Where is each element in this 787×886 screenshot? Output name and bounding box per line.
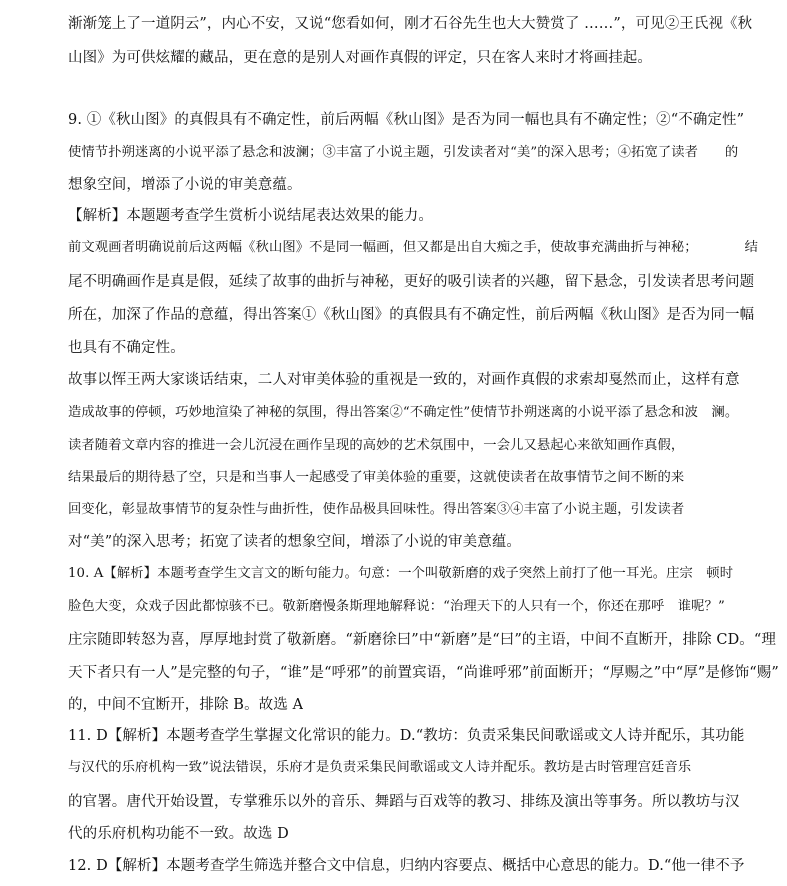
text-line: 山图》为可供炫耀的藏品，更在意的是别人对画作真假的评定，只在客人来时才将画挂起。 xyxy=(68,50,652,66)
answer-9-line: 9. ①《秋山图》的真假具有不确定性，前后两幅《秋山图》是否为同一幅也具有不确定性；②“不确定性” xyxy=(68,112,745,128)
answer-10-line: 10. A【解析】本题考查学生文言文的断句能力。句意：一个叫敬新磨的戏子突然上前打了他一耳光。庄宗 顿时 xyxy=(68,566,734,581)
text-line: 造成故事的停顿，巧妙地渲染了神秘的氛围，得出答案②“不确定性”使情节扑朔迷离的小说平添了悬念和波 澜。 xyxy=(68,405,739,420)
text-line: 的官署。唐代开始设置，专掌雅乐以外的音乐、舞蹈与百戏等的教习、排练及演出等事务。所以教坊与汉 xyxy=(68,794,740,810)
text-line: 脸色大变，众戏子因此都惊骇不已。敬新磨慢条斯理地解释说：“治理天下的人只有一个，你还在那呼 谁呢？” xyxy=(68,599,725,614)
analysis-heading: 【解析】本题题考查学生赏析小说结尾表达效果的能力。 xyxy=(68,208,433,224)
text-line: 与汉代的乐府机构一致”说法错误，乐府才是负责采集民间歌谣或文人诗并配乐。教坊是古时管理宫廷音乐 xyxy=(68,760,692,775)
text-line: 使情节扑朔迷离的小说平添了悬念和波澜；③丰富了小说主题，引发读者对“美”的深入思考；④拓宽了读者 的 xyxy=(68,145,739,160)
text-line: 回变化，彰显故事情节的复杂性与曲折性，使作品极具回味性。得出答案③④丰富了小说主题，引发读者 xyxy=(68,502,685,517)
text-line: 想象空间，增添了小说的审美意蕴。 xyxy=(68,177,302,193)
text-line: 尾不明确画作是真是假，延续了故事的曲折与神秘，更好的吸引读者的兴趣，留下悬念，引发读者思考问题 xyxy=(68,274,755,290)
text-line: 的，中间不宜断开，排除 B。故选 A xyxy=(68,697,304,713)
answer-12-line: 12. D【解析】本题考查学生筛选并整合文中信息，归纳内容要点、概括中心意思的能力。D.“他一律不予 xyxy=(68,858,745,874)
text-line: 庄宗随即转怒为喜，厚厚地封赏了敬新磨。“新磨徐曰”中“新磨”是“曰”的主语，中间不直断开，排除 CD。“理 xyxy=(68,632,777,648)
text-line: 代的乐府机构功能不一致。故选 D xyxy=(68,826,289,842)
text-line: 对“美”的深入思考；拓宽了读者的想象空间，增添了小说的审美意蕴。 xyxy=(68,534,522,550)
text-line: 也具有不确定性。 xyxy=(68,340,185,356)
answer-11-line: 11. D【解析】本题考查学生掌握文化常识的能力。D.“教坊：负责采集民间歌谣或文人诗并配乐，其功能 xyxy=(68,728,745,744)
text-line: 结果最后的期待悬了空，只是和当事人一起感受了审美体验的重要，这就使读者在故事情节之间不断的来 xyxy=(68,470,685,485)
text-line: 渐渐笼上了一道阴云”，内心不安，又说“您看如何，刚才石谷先生也大大赞赏了 ……”，可见②王氏视《秋 xyxy=(68,16,753,32)
text-line: 读者随着文章内容的推进一会儿沉浸在画作呈现的高妙的艺术氛围中，一会儿又悬起心来欲知画作真假， xyxy=(68,438,685,453)
text-line: 前文观画者明确说前后这两幅《秋山图》不是同一幅画，但又都是出自大痴之手，使故事充满曲折与神秘； 结 xyxy=(68,240,758,255)
text-line: 所在，加深了作品的意蕴，得出答案①《秋山图》的真假具有不确定性，前后两幅《秋山图》是否为同一幅 xyxy=(68,307,755,323)
text-line: 故事以恽王两大家谈话结束，二人对审美体验的重视是一致的，对画作真假的求索却戛然而止，这样有意 xyxy=(68,372,740,388)
text-line: 天下者只有一人”是完整的句子，“谁”是“呼邪”的前置宾语，“尚谁呼邪”前面断开；“厚赐之”中“厚”是修饰“赐” xyxy=(68,665,779,681)
